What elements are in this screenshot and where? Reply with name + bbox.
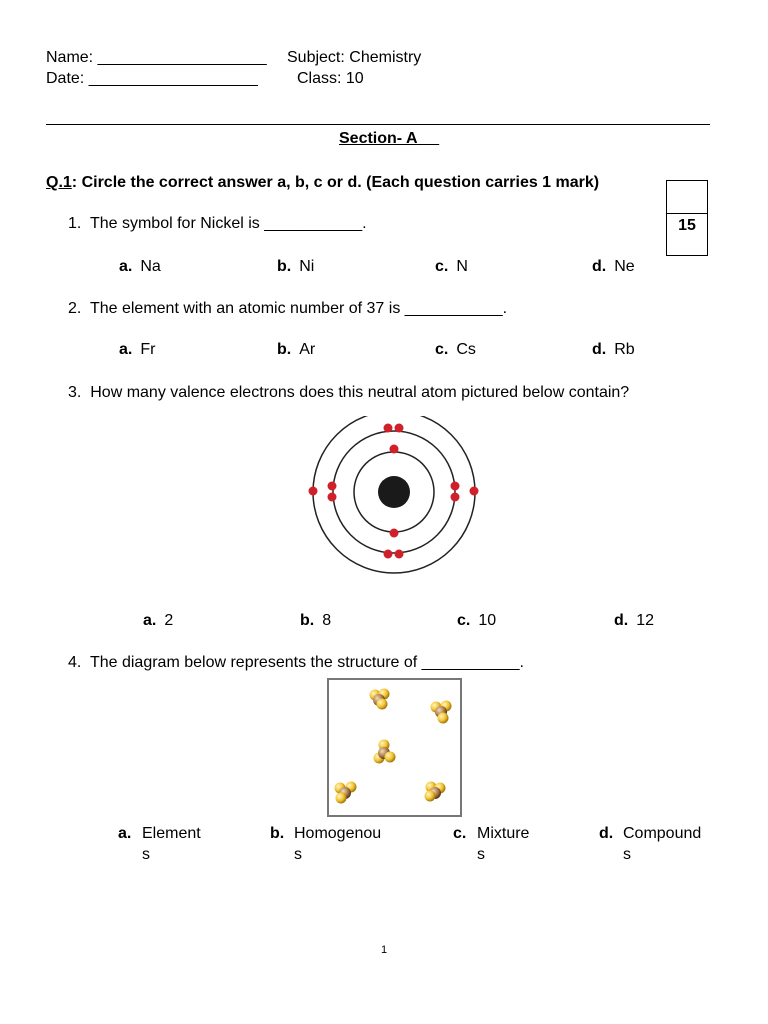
q2-option-a[interactable]: a. Fr (119, 341, 156, 358)
electron (384, 550, 393, 559)
marks-value: 15 (678, 217, 696, 234)
q1-option-c[interactable]: c. N (435, 258, 468, 275)
q4-option-b[interactable]: b. Homogenou s (270, 825, 382, 863)
q4-option-c[interactable]: c. Mixture s (453, 825, 530, 863)
section-title: Section- A (339, 130, 417, 147)
q1-option-d[interactable]: d. Ne (592, 258, 635, 275)
q2-option-d[interactable]: d. Rb (592, 341, 635, 358)
q3-option-a[interactable]: a. 2 (143, 612, 174, 629)
electron (328, 493, 337, 502)
question-text: The symbol for Nickel is ___________. (89, 215, 367, 232)
q3-option-b[interactable]: b. 8 (300, 612, 332, 629)
question-number: 3. (68, 384, 82, 401)
question-text: How many valence electrons does this neutral atom pictured below contain? (90, 384, 630, 401)
question-text: The element with an atomic number of 37 is ___________. (89, 300, 508, 317)
q2-option-c[interactable]: c. Cs (435, 341, 476, 358)
electron (384, 424, 393, 433)
q4-option-a[interactable]: a. Element s (118, 825, 201, 863)
marks-box-divider (667, 213, 707, 214)
q1-instruction (46, 174, 599, 192)
question-1 (68, 215, 367, 233)
header-divider (46, 124, 710, 125)
q1-instruction-text: : Circle the correct answer a, b, c or d. (Each question carries 1 mark) (71, 174, 600, 191)
q1-number: Q.1 (46, 174, 72, 191)
electron (309, 487, 318, 496)
date-field-label: Date: ___________________ (46, 70, 258, 87)
question-3 (68, 384, 629, 402)
question-text: The diagram below represents the structure of ___________. (89, 654, 524, 671)
question-number: 1. (68, 215, 82, 232)
question-number: 2. (68, 300, 82, 317)
marks-box (666, 180, 708, 256)
question-number: 4. (68, 654, 82, 671)
q3-option-d[interactable]: d. 12 (614, 612, 655, 629)
question-4 (68, 654, 524, 672)
electron (395, 550, 404, 559)
electron (390, 529, 399, 538)
page-number: 1 (380, 944, 388, 956)
subject-label: Subject: Chemistry (287, 49, 422, 66)
electron (395, 424, 404, 433)
q3-option-c[interactable]: c. 10 (457, 612, 497, 629)
question-2 (68, 300, 507, 318)
electron (470, 487, 479, 496)
bohr-atom-diagram (306, 416, 482, 580)
q1-option-b[interactable]: b. Ni (277, 258, 315, 275)
electron (328, 482, 337, 491)
electron (451, 482, 460, 491)
class-label: Class: 10 (297, 70, 364, 87)
molecule-structure-diagram (327, 678, 462, 817)
q1-option-a[interactable]: a. Na (119, 258, 161, 275)
electron (451, 493, 460, 502)
q4-option-d[interactable]: d. Compound s (599, 825, 702, 863)
electron (390, 445, 399, 454)
name-field-label: Name: ___________________ (46, 49, 267, 66)
q2-option-b[interactable]: b. Ar (277, 341, 316, 358)
nucleus (378, 476, 410, 508)
